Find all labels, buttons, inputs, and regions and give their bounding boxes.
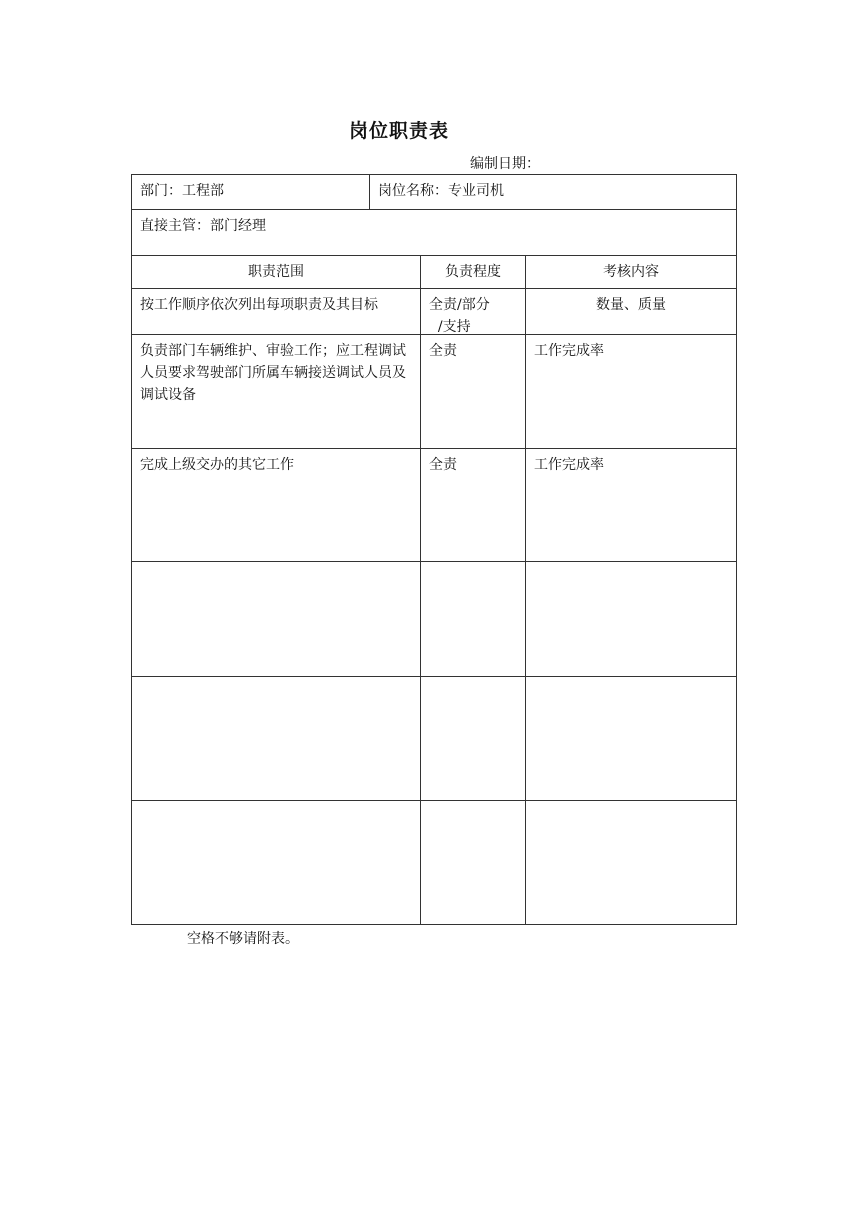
row-3-degree: 全责 [421, 449, 526, 562]
job-duty-table [131, 174, 737, 925]
row-6-scope [132, 801, 421, 925]
department-cell: 部门：工程部 [132, 175, 370, 210]
row-1-scope: 按工作顺序依次列出每项职责及其目标 [132, 289, 421, 335]
row-1-assessment: 数量、质量 [526, 289, 737, 335]
row-6-assessment [526, 801, 737, 925]
row-2-degree: 全责 [421, 335, 526, 449]
header-assessment: 考核内容 [526, 256, 737, 289]
row-1-degree: 全责/部分 /支持 [421, 289, 526, 335]
position-cell: 岗位名称：专业司机 [370, 175, 737, 210]
row-5-assessment [526, 677, 737, 801]
page-title: 岗位职责表 [348, 120, 449, 142]
header-scope: 职责范围 [132, 256, 421, 289]
row-2-assessment: 工作完成率 [526, 335, 737, 449]
footnote: 空格不够请附表。 [187, 931, 299, 947]
row-5-scope [132, 677, 421, 801]
row-3-scope: 完成上级交办的其它工作 [132, 449, 421, 562]
row-3-assessment: 工作完成率 [526, 449, 737, 562]
row-5-degree [421, 677, 526, 801]
row-4-assessment [526, 562, 737, 677]
compile-date-label: 编制日期： [470, 156, 540, 172]
supervisor-cell: 直接主管：部门经理 [132, 210, 737, 256]
row-4-scope [132, 562, 421, 677]
row-6-degree [421, 801, 526, 925]
row-2-scope: 负责部门车辆维护、审验工作；应工程调试人员要求驾驶部门所属车辆接送调试人员及调试设备 [132, 335, 421, 449]
header-degree: 负责程度 [421, 256, 526, 289]
row-4-degree [421, 562, 526, 677]
